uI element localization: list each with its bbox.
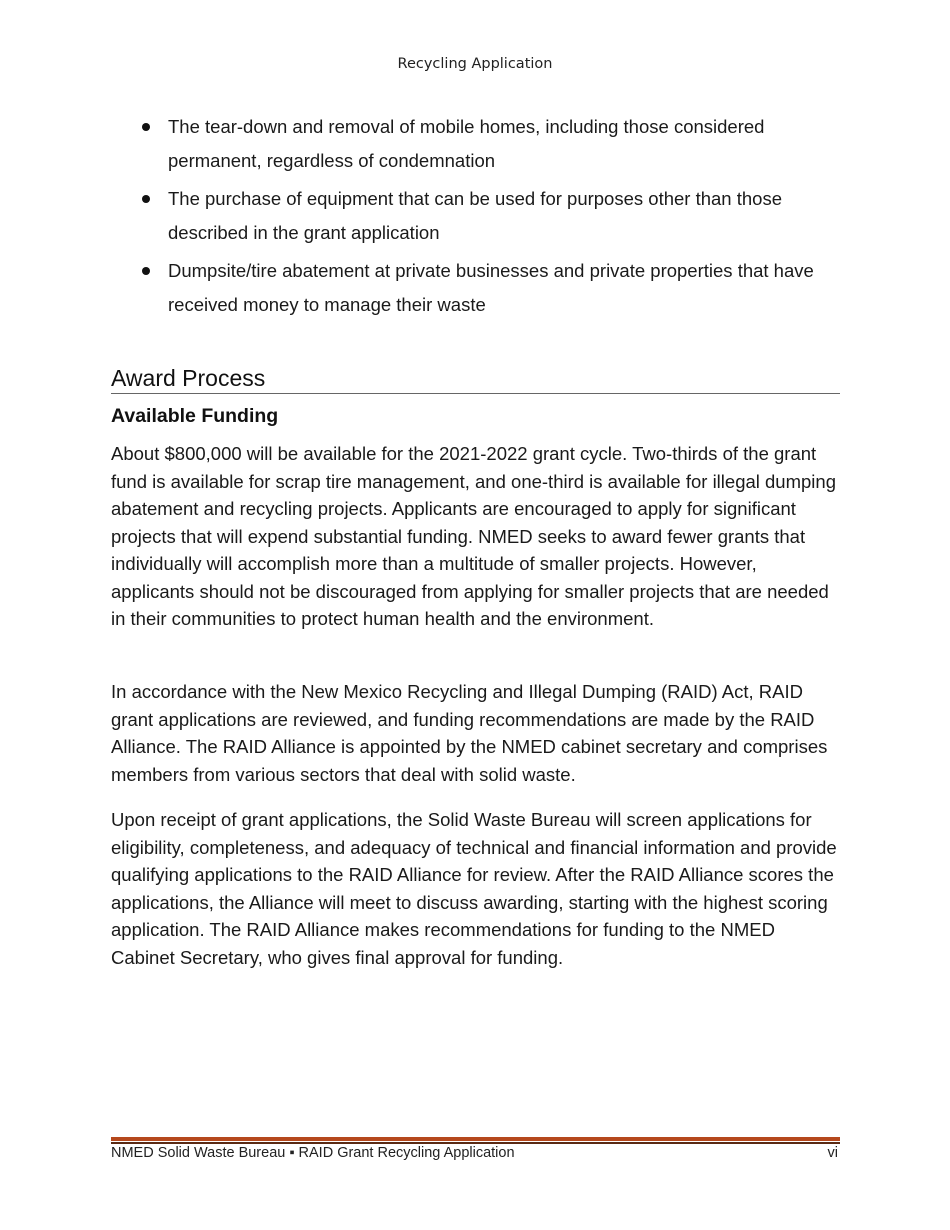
list-item xyxy=(140,182,830,250)
body-paragraph: In accordance with the New Mexico Recycling and Illegal Dumping (RAID) Act, RAID grant applications are reviewed, and funding recommendations are made by the RAID Alliance. The RAID Alliance is appointed by the NMED cabinet secretary and comprises members from various sectors that deal with solid waste. xyxy=(111,681,828,785)
footer-rule xyxy=(111,1137,840,1144)
running-header: Recycling Application xyxy=(397,56,553,72)
footer-text: NMED Solid Waste Bureau ▪ RAID Grant Recycling Application xyxy=(111,1145,515,1161)
list-item xyxy=(140,110,830,178)
page-number: vi xyxy=(827,1145,838,1161)
body-paragraph: About $800,000 will be available for the 2021-2022 grant cycle. Two-thirds of the grant fund is available for scrap tire management, and one-third is available for illegal dumping abatement and recycling projects. Applicants are encouraged to apply for significant projects that will expend substantial funding. NMED seeks to award fewer grants that individually will accomplish more than a multitude of smaller projects. However, applicants should not be discouraged from applying for smaller projects that are needed in their communities to protect human health and the environment. xyxy=(111,443,836,629)
footer-rule-thin xyxy=(111,1142,840,1144)
bullet-dot-icon xyxy=(142,195,150,203)
exclusions-bullet-list xyxy=(140,110,830,326)
list-item-text: Dumpsite/tire abatement at private businesses and private properties that have received money to manage their waste xyxy=(168,260,814,315)
body-paragraph: Upon receipt of grant applications, the Solid Waste Bureau will screen applications for eligibility, completeness, and adequacy of technical and financial information and provide qualifying applications to the RAID Alliance for review. After the RAID Alliance scores the applications, the Alliance will meet to discuss awarding, starting with the highest scoring application. The RAID Alliance makes recommendations for funding to the NMED Cabinet Secretary, who gives final approval for funding. xyxy=(111,809,837,968)
section-heading: Award Process xyxy=(111,364,840,394)
bullet-dot-icon xyxy=(142,123,150,131)
bullet-dot-icon xyxy=(142,267,150,275)
list-item-text: The tear-down and removal of mobile homes, including those considered permanent, regardless of condemnation xyxy=(168,116,765,171)
sub-heading: Available Funding xyxy=(111,405,279,427)
list-item-text: The purchase of equipment that can be used for purposes other than those described in the grant application xyxy=(168,188,782,243)
list-item xyxy=(140,254,830,322)
